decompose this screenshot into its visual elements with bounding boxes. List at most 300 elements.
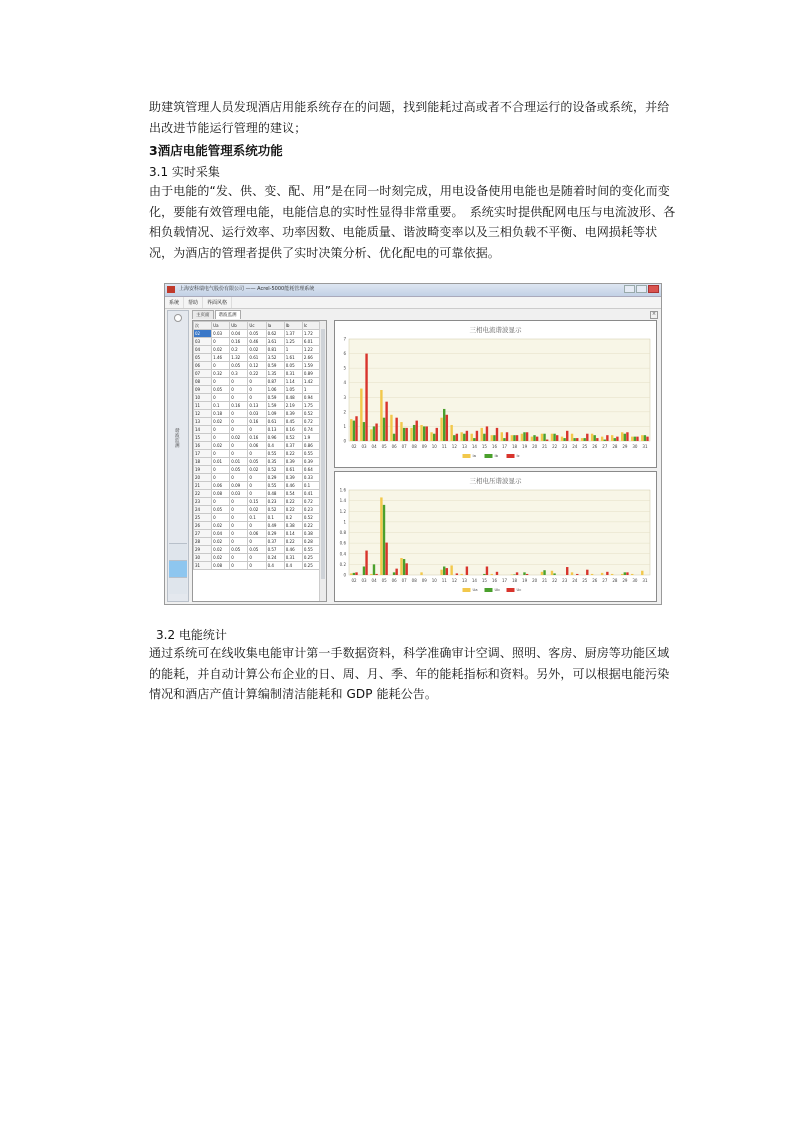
table-cell: 0 bbox=[230, 378, 248, 386]
table-cell: 0.39 bbox=[284, 458, 302, 466]
harmonic-table-panel bbox=[192, 320, 327, 602]
x-tick-label: 23 bbox=[562, 444, 568, 449]
y-tick-label: 2 bbox=[343, 409, 346, 415]
scrollbar-thumb[interactable] bbox=[321, 329, 325, 579]
table-cell: 0.41 bbox=[302, 490, 320, 498]
table-cell: 0 bbox=[230, 418, 248, 426]
table-cell: 1.05 bbox=[284, 386, 302, 394]
table-cell: 18 bbox=[194, 458, 212, 466]
bar-ia bbox=[561, 437, 563, 441]
table-cell: 0.31 bbox=[284, 370, 302, 378]
table-cell: 0 bbox=[230, 442, 248, 450]
y-tick-label: 0.6 bbox=[339, 540, 346, 546]
table-cell: 28 bbox=[194, 538, 212, 546]
bar-ic bbox=[556, 435, 558, 441]
table-cell: 1.9 bbox=[302, 434, 320, 442]
nav-button-3[interactable] bbox=[169, 577, 187, 594]
y-tick-label: 5 bbox=[343, 365, 346, 371]
table-cell: 0.16 bbox=[230, 402, 248, 410]
table-cell: 0 bbox=[212, 426, 230, 434]
table-cell: 0.02 bbox=[212, 442, 230, 450]
y-tick-label: 0.8 bbox=[339, 530, 346, 535]
table-row[interactable] bbox=[194, 506, 321, 514]
bar-ia bbox=[521, 434, 523, 441]
x-tick-label: 08 bbox=[411, 444, 417, 449]
table-cell: 0 bbox=[248, 378, 266, 386]
bar-ub bbox=[353, 573, 355, 575]
table-cell: 0 bbox=[230, 530, 248, 538]
y-tick-label: 6 bbox=[343, 351, 346, 357]
table-cell: 0 bbox=[230, 538, 248, 546]
bar-ic bbox=[476, 431, 478, 441]
table-cell: 06 bbox=[194, 362, 212, 370]
x-tick-label: 28 bbox=[612, 578, 618, 583]
table-cell: 0.05 bbox=[248, 458, 266, 466]
x-tick-label: 27 bbox=[602, 578, 608, 583]
table-cell: 0.64 bbox=[302, 466, 320, 474]
bar-ib bbox=[413, 425, 415, 441]
y-tick-label: 1 bbox=[343, 519, 346, 525]
x-tick-label: 03 bbox=[361, 578, 367, 583]
table-cell: 0.55 bbox=[302, 450, 320, 458]
software-screenshot bbox=[164, 283, 662, 605]
x-tick-label: 19 bbox=[522, 578, 528, 583]
bar-ua bbox=[611, 574, 613, 575]
bar-ib bbox=[483, 434, 485, 441]
table-cell: 0.06 bbox=[248, 530, 266, 538]
bar-ib bbox=[443, 409, 445, 441]
table-cell: 23 bbox=[194, 498, 212, 506]
table-cell: 0 bbox=[248, 386, 266, 394]
table-row[interactable] bbox=[194, 490, 321, 498]
bar-ib bbox=[463, 434, 465, 441]
table-cell: 16 bbox=[194, 442, 212, 450]
table-cell: 30 bbox=[194, 554, 212, 562]
table-row[interactable] bbox=[194, 562, 321, 570]
x-tick-label: 03 bbox=[361, 444, 367, 449]
table-row[interactable] bbox=[194, 530, 321, 538]
x-tick-label: 09 bbox=[421, 578, 427, 583]
bar-ia bbox=[641, 435, 643, 441]
table-cell: 0 bbox=[248, 538, 266, 546]
x-tick-label: 11 bbox=[441, 578, 447, 583]
table-cell: 25 bbox=[194, 514, 212, 522]
table-cell: 12 bbox=[194, 410, 212, 418]
bar-ia bbox=[450, 425, 452, 441]
bar-ic bbox=[616, 437, 618, 441]
table-cell: 0 bbox=[248, 426, 266, 434]
bar-ib bbox=[583, 438, 585, 441]
bar-ua bbox=[491, 574, 493, 575]
table-row[interactable] bbox=[194, 386, 321, 394]
table-cell: 0.22 bbox=[248, 370, 266, 378]
bar-ib bbox=[614, 438, 616, 441]
bar-ua bbox=[350, 573, 352, 575]
table-cell: 0.61 bbox=[284, 466, 302, 474]
table-cell: 0.13 bbox=[248, 402, 266, 410]
table-row[interactable] bbox=[194, 418, 321, 426]
bar-ic bbox=[385, 402, 387, 441]
x-tick-label: 06 bbox=[391, 444, 397, 449]
table-cell: 0.16 bbox=[230, 338, 248, 346]
x-tick-label: 17 bbox=[501, 578, 508, 583]
table-cell: 0 bbox=[230, 562, 248, 570]
table-row[interactable] bbox=[194, 546, 321, 554]
table-row[interactable] bbox=[194, 338, 321, 346]
table-cell: 0.2 bbox=[230, 346, 248, 354]
x-tick-label: 22 bbox=[552, 578, 558, 583]
x-tick-label: 29 bbox=[622, 578, 628, 583]
x-tick-label: 17 bbox=[501, 444, 508, 449]
nav-label-harmonic[interactable]: 谐波监测 bbox=[175, 429, 180, 449]
table-cell: 3.61 bbox=[266, 338, 284, 346]
bar-ia bbox=[571, 434, 573, 441]
bar-uc bbox=[365, 551, 367, 575]
table-cell: 0.05 bbox=[212, 506, 230, 514]
bar-ia bbox=[420, 425, 422, 441]
table-cell: 0 bbox=[230, 450, 248, 458]
bar-ib bbox=[523, 432, 525, 441]
table-cell: 0.28 bbox=[302, 538, 320, 546]
table-row[interactable] bbox=[194, 330, 321, 338]
legend-swatch bbox=[507, 454, 515, 458]
bar-ia bbox=[511, 435, 513, 441]
bar-ua bbox=[400, 558, 402, 575]
table-cell: 0 bbox=[248, 474, 266, 482]
bar-ub bbox=[483, 574, 485, 575]
table-row[interactable] bbox=[194, 458, 321, 466]
y-tick-label: 0 bbox=[343, 572, 346, 578]
table-cell: 0 bbox=[212, 434, 230, 442]
y-tick-label: 0.2 bbox=[339, 561, 346, 567]
table-cell: 1.37 bbox=[284, 330, 302, 338]
x-tick-label: 27 bbox=[602, 444, 608, 449]
bar-ic bbox=[416, 421, 418, 441]
bar-ib bbox=[353, 421, 355, 441]
bar-ic bbox=[486, 426, 488, 441]
table-cell: 0.05 bbox=[248, 330, 266, 338]
bar-ic bbox=[426, 426, 428, 441]
table-cell: 0.1 bbox=[212, 402, 230, 410]
table-row[interactable] bbox=[194, 426, 321, 434]
bar-ib bbox=[453, 435, 455, 441]
table-cell: 0.39 bbox=[302, 458, 320, 466]
bar-ic bbox=[436, 428, 438, 441]
table-row[interactable] bbox=[194, 354, 321, 362]
bar-ib bbox=[644, 435, 646, 441]
table-cell: 0.46 bbox=[248, 338, 266, 346]
table-cell: 0.03 bbox=[212, 330, 230, 338]
table-cell: 0.52 bbox=[302, 410, 320, 418]
table-cell: 1 bbox=[284, 346, 302, 354]
x-tick-label: 31 bbox=[642, 444, 648, 449]
table-cell: 2.19 bbox=[284, 402, 302, 410]
bar-ib bbox=[624, 434, 626, 441]
table-cell: 0.59 bbox=[266, 362, 284, 370]
table-cell: 0.52 bbox=[266, 506, 284, 514]
bar-ib bbox=[553, 434, 555, 441]
menu-help[interactable]: 帮助 bbox=[184, 297, 203, 308]
tab-harmonic[interactable]: 谐波监测 bbox=[215, 310, 241, 319]
table-header-cell: Uc bbox=[248, 322, 266, 330]
bar-ia bbox=[611, 435, 613, 441]
bar-ia bbox=[460, 432, 462, 441]
subheading-3-1: 3.1 实时采集 bbox=[149, 165, 220, 179]
table-cell: 0.38 bbox=[284, 522, 302, 530]
x-tick-label: 20 bbox=[532, 444, 538, 449]
x-tick-label: 04 bbox=[371, 444, 377, 449]
x-tick-label: 18 bbox=[512, 444, 518, 449]
bar-ub bbox=[543, 570, 545, 575]
table-cell: 0.02 bbox=[248, 466, 266, 474]
table-scrollbar[interactable] bbox=[319, 321, 326, 601]
table-cell: 0.89 bbox=[302, 370, 320, 378]
table-cell: 0.87 bbox=[266, 378, 284, 386]
table-row[interactable] bbox=[194, 434, 321, 442]
table-cell: 0.22 bbox=[284, 498, 302, 506]
plot-area bbox=[349, 339, 650, 441]
table-row[interactable] bbox=[194, 514, 321, 522]
minimize-button[interactable] bbox=[624, 285, 635, 293]
table-cell: 0.02 bbox=[248, 506, 266, 514]
bar-uc bbox=[405, 563, 407, 575]
table-cell: 0.22 bbox=[284, 538, 302, 546]
table-row[interactable] bbox=[194, 538, 321, 546]
bar-ua bbox=[551, 571, 553, 575]
bar-uc bbox=[526, 574, 528, 575]
section-heading-3: 3酒店电能管理系统功能 bbox=[149, 143, 283, 158]
x-tick-label: 06 bbox=[391, 578, 397, 583]
table-cell: 0.37 bbox=[284, 442, 302, 450]
table-row[interactable] bbox=[194, 410, 321, 418]
chart-title: 三相电流谐波显示 bbox=[469, 326, 522, 334]
table-cell: 0.74 bbox=[302, 426, 320, 434]
table-row[interactable] bbox=[194, 378, 321, 386]
table-cell: 29 bbox=[194, 546, 212, 554]
close-window-button[interactable] bbox=[648, 285, 659, 293]
x-tick-label: 29 bbox=[622, 444, 628, 449]
bar-ub bbox=[624, 572, 626, 575]
table-cell: 0 bbox=[230, 386, 248, 394]
table-cell: 1.09 bbox=[266, 410, 284, 418]
bar-ib bbox=[373, 426, 375, 441]
bar-ub bbox=[393, 572, 395, 575]
table-cell: 0.25 bbox=[302, 562, 320, 570]
bar-ia bbox=[471, 434, 473, 441]
x-tick-label: 13 bbox=[461, 444, 467, 449]
table-row[interactable] bbox=[194, 402, 321, 410]
table-cell: 0 bbox=[212, 466, 230, 474]
table-cell: 0.49 bbox=[266, 522, 284, 530]
table-cell: 0.05 bbox=[230, 466, 248, 474]
table-cell: 31 bbox=[194, 562, 212, 570]
voltage-harmonic-chart-panel bbox=[334, 471, 657, 602]
table-cell: 0.4 bbox=[266, 442, 284, 450]
table-cell: 0.25 bbox=[302, 554, 320, 562]
table-cell: 0.03 bbox=[230, 490, 248, 498]
table-row[interactable] bbox=[194, 346, 321, 354]
table-cell: 0.39 bbox=[284, 410, 302, 418]
legend-swatch bbox=[507, 588, 515, 592]
x-tick-label: 14 bbox=[471, 578, 477, 583]
table-cell: 14 bbox=[194, 426, 212, 434]
bar-ia bbox=[601, 437, 603, 441]
table-row[interactable] bbox=[194, 474, 321, 482]
table-cell: 6.01 bbox=[302, 338, 320, 346]
y-tick-label: 1.6 bbox=[339, 487, 346, 493]
table-row[interactable] bbox=[194, 466, 321, 474]
legend-label: Ic bbox=[516, 453, 520, 458]
table-cell: 1.61 bbox=[284, 354, 302, 362]
menu-bar bbox=[165, 297, 661, 309]
table-row[interactable] bbox=[194, 554, 321, 562]
table-cell: 0.02 bbox=[212, 522, 230, 530]
table-cell: 0 bbox=[248, 562, 266, 570]
x-tick-label: 08 bbox=[411, 578, 417, 583]
table-cell: 0.02 bbox=[212, 554, 230, 562]
table-cell: 22 bbox=[194, 490, 212, 498]
table-cell: 0.22 bbox=[284, 450, 302, 458]
table-cell: 0.4 bbox=[266, 562, 284, 570]
table-cell: 0.54 bbox=[284, 490, 302, 498]
table-cell: 0.05 bbox=[230, 362, 248, 370]
menu-style[interactable]: 界面风格 bbox=[203, 297, 232, 308]
table-cell: 0.55 bbox=[302, 546, 320, 554]
bar-ic bbox=[546, 440, 548, 441]
table-row[interactable] bbox=[194, 482, 321, 490]
x-tick-label: 22 bbox=[552, 444, 558, 449]
table-row[interactable] bbox=[194, 450, 321, 458]
bar-ua bbox=[450, 565, 452, 575]
table-cell: 0.05 bbox=[230, 546, 248, 554]
table-cell: 0.46 bbox=[284, 482, 302, 490]
table-cell: 27 bbox=[194, 530, 212, 538]
table-cell: 0.35 bbox=[266, 458, 284, 466]
x-tick-label: 07 bbox=[401, 444, 407, 449]
table-cell: 0.01 bbox=[230, 458, 248, 466]
bar-ub bbox=[373, 564, 375, 575]
table-cell: 0 bbox=[230, 426, 248, 434]
table-cell: 0.48 bbox=[284, 394, 302, 402]
table-cell: 09 bbox=[194, 386, 212, 394]
tab-home[interactable]: 主页面 bbox=[192, 310, 214, 319]
bar-uc bbox=[446, 568, 448, 575]
bar-ib bbox=[634, 437, 636, 441]
x-tick-label: 24 bbox=[572, 444, 578, 449]
x-tick-label: 19 bbox=[522, 444, 528, 449]
table-cell: 0.39 bbox=[284, 474, 302, 482]
table-cell: 0.29 bbox=[266, 474, 284, 482]
maximize-button[interactable] bbox=[636, 285, 647, 293]
x-tick-label: 24 bbox=[572, 578, 578, 583]
tab-close-icon[interactable]: × bbox=[651, 311, 657, 317]
x-tick-label: 26 bbox=[592, 444, 598, 449]
tab-bar bbox=[192, 310, 241, 319]
table-cell: 0.13 bbox=[266, 426, 284, 434]
table-header-cell: Ib bbox=[284, 322, 302, 330]
paragraph-statistics: 通过系统可在线收集电能审计第一手数据资料，科学准确审计空调、照明、客房、厨房等功能区域的能耗，并自动计算公布企业的日、周、月、季、年的能耗指标和资料。另外，可以根据电能污染情况和酒店产值计算编制清洁能耗和 GDP 能耗公告。 bbox=[149, 646, 670, 701]
bar-ia bbox=[410, 428, 412, 441]
bar-ic bbox=[606, 435, 608, 441]
table-cell: 10 bbox=[194, 394, 212, 402]
x-tick-label: 05 bbox=[381, 578, 387, 583]
table-cell: 0.4 bbox=[284, 562, 302, 570]
bar-uc bbox=[586, 570, 588, 575]
bar-ic bbox=[626, 432, 628, 441]
table-cell: 0 bbox=[230, 474, 248, 482]
x-tick-label: 05 bbox=[381, 444, 387, 449]
table-cell: 0.33 bbox=[302, 474, 320, 482]
table-cell: 0.02 bbox=[230, 434, 248, 442]
table-cell: 0.61 bbox=[248, 354, 266, 362]
table-cell: 0.59 bbox=[266, 394, 284, 402]
table-cell: 04 bbox=[194, 346, 212, 354]
bar-ub bbox=[513, 574, 515, 575]
nav-button-1[interactable] bbox=[169, 543, 187, 560]
bar-ia bbox=[541, 434, 543, 441]
x-tick-label: 23 bbox=[562, 578, 568, 583]
x-tick-label: 07 bbox=[401, 578, 407, 583]
table-row[interactable] bbox=[194, 394, 321, 402]
table-cell: 1.59 bbox=[266, 402, 284, 410]
table-row[interactable] bbox=[194, 442, 321, 450]
table-cell: 20 bbox=[194, 474, 212, 482]
nav-button-active[interactable] bbox=[169, 560, 187, 577]
table-cell: 0.09 bbox=[230, 482, 248, 490]
table-cell: 0.16 bbox=[284, 426, 302, 434]
table-row[interactable] bbox=[194, 498, 321, 506]
bar-ib bbox=[403, 428, 405, 441]
legend-swatch bbox=[485, 588, 493, 592]
table-cell: 0 bbox=[212, 474, 230, 482]
legend-swatch bbox=[463, 588, 471, 592]
table-cell: 0.1 bbox=[248, 514, 266, 522]
x-tick-label: 15 bbox=[481, 578, 487, 583]
table-row[interactable] bbox=[194, 362, 321, 370]
table-row[interactable] bbox=[194, 522, 321, 530]
bar-ua bbox=[621, 574, 623, 575]
table-cell: 0.02 bbox=[212, 546, 230, 554]
x-tick-label: 14 bbox=[471, 444, 477, 449]
collapse-icon[interactable] bbox=[174, 314, 182, 322]
bar-ib bbox=[423, 426, 425, 441]
bar-ua bbox=[631, 574, 633, 575]
bar-uc bbox=[355, 572, 357, 575]
table-cell: 0.14 bbox=[284, 530, 302, 538]
bar-ua bbox=[571, 572, 573, 575]
table-cell: 0.55 bbox=[266, 482, 284, 490]
table-cell: 0.52 bbox=[302, 514, 320, 522]
bar-ub bbox=[383, 505, 385, 575]
table-header-cell: Ic bbox=[302, 322, 320, 330]
y-tick-label: 0.4 bbox=[339, 551, 346, 557]
table-cell: 0 bbox=[230, 410, 248, 418]
table-header-cell: Ub bbox=[230, 322, 248, 330]
x-tick-label: 21 bbox=[542, 578, 548, 583]
bar-ub bbox=[403, 559, 405, 575]
table-header-cell: 次 bbox=[194, 322, 212, 330]
menu-system[interactable]: 系统 bbox=[165, 297, 184, 308]
table-cell: 0.03 bbox=[248, 410, 266, 418]
bar-ua bbox=[420, 572, 422, 575]
table-cell: 0.08 bbox=[212, 562, 230, 570]
x-tick-label: 25 bbox=[582, 444, 588, 449]
bar-ia bbox=[481, 428, 483, 441]
bar-ic bbox=[405, 428, 407, 441]
table-row[interactable] bbox=[194, 370, 321, 378]
bar-ia bbox=[370, 429, 372, 441]
bar-ua bbox=[641, 571, 643, 575]
